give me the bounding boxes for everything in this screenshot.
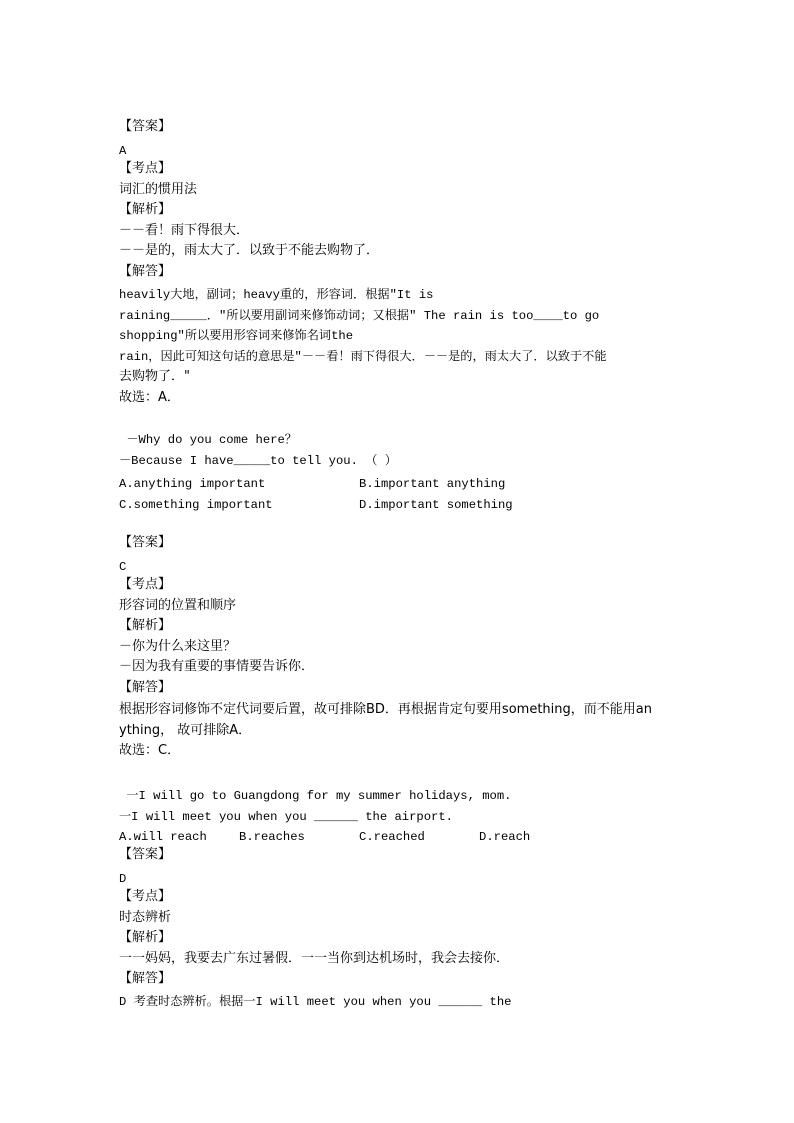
- question-line: 一I will go to Guangdong for my summer holidays, mom.: [119, 789, 512, 803]
- point-text: 时态辨析: [119, 910, 172, 925]
- solution-line: ything， 故可排除A．: [119, 723, 252, 738]
- answer-value: C: [119, 560, 127, 574]
- solution-line: 根据形容词修饰不定代词要后置，故可排除BD．再根据肯定句要用something，而不能用an: [119, 702, 652, 717]
- choice-line: 故选：A．: [119, 390, 180, 405]
- answer-heading: 【答案】: [119, 847, 172, 862]
- point-text: 词汇的惯用法: [119, 182, 198, 197]
- option-c: C.reached: [359, 830, 425, 844]
- solution-line: shopping"所以要用形容词来修饰名词the: [119, 329, 354, 343]
- solution-line: D 考查时态辨析。根据一I will meet you when you ______ the: [119, 995, 512, 1009]
- option-d: D.reach: [479, 830, 531, 844]
- analysis-heading: 【解析】: [119, 202, 172, 217]
- analysis-line: 一一妈妈，我要去广东过暑假．一一当你到达机场时，我会去接你．: [119, 951, 510, 966]
- point-heading: 【考点】: [119, 161, 172, 176]
- solution-heading: 【解答】: [119, 971, 172, 986]
- analysis-heading: 【解析】: [119, 930, 172, 945]
- solution-heading: 【解答】: [119, 264, 172, 279]
- answer-value: D: [119, 872, 127, 886]
- option-a: A.will reach: [119, 830, 207, 844]
- analysis-heading: 【解析】: [119, 618, 172, 633]
- solution-line: raining_____．"所以要用副词来修饰动词；又根据" The rain is too____to go: [119, 309, 600, 323]
- point-text: 形容词的位置和顺序: [119, 598, 237, 613]
- question-line: －Why do you come here？: [119, 433, 297, 447]
- option-c: C.something important: [119, 498, 273, 512]
- point-heading: 【考点】: [119, 889, 172, 904]
- solution-heading: 【解答】: [119, 680, 172, 695]
- question-line: 一I will meet you when you ______ the airport.: [119, 810, 453, 824]
- question-line: －Because I have_____to tell you. （ ）: [119, 454, 397, 468]
- solution-line: rain，因此可知这句话的意思是"－－看！雨下得很大．－－是的，雨太大了．以致于不能: [119, 350, 607, 364]
- solution-line: 去购物了．": [119, 369, 190, 384]
- analysis-line: －－是的，雨太大了．以致于不能去购物了．: [119, 243, 380, 258]
- option-b: B.reaches: [239, 830, 305, 844]
- analysis-line: －因为我有重要的事情要告诉你．: [119, 659, 315, 674]
- answer-heading: 【答案】: [119, 535, 172, 550]
- option-b: B.important anything: [359, 477, 506, 491]
- option-d: D.important something: [359, 498, 513, 512]
- answer-value: A: [119, 144, 127, 158]
- analysis-line: －－看！雨下得很大．: [119, 223, 250, 238]
- point-heading: 【考点】: [119, 577, 172, 592]
- option-a: A.anything important: [119, 477, 266, 491]
- choice-line: 故选：C．: [119, 743, 181, 758]
- analysis-line: －你为什么来这里？: [119, 639, 237, 654]
- solution-line: heavily大地，副词；heavy重的，形容词．根据"It is: [119, 288, 434, 302]
- answer-heading: 【答案】: [119, 119, 172, 134]
